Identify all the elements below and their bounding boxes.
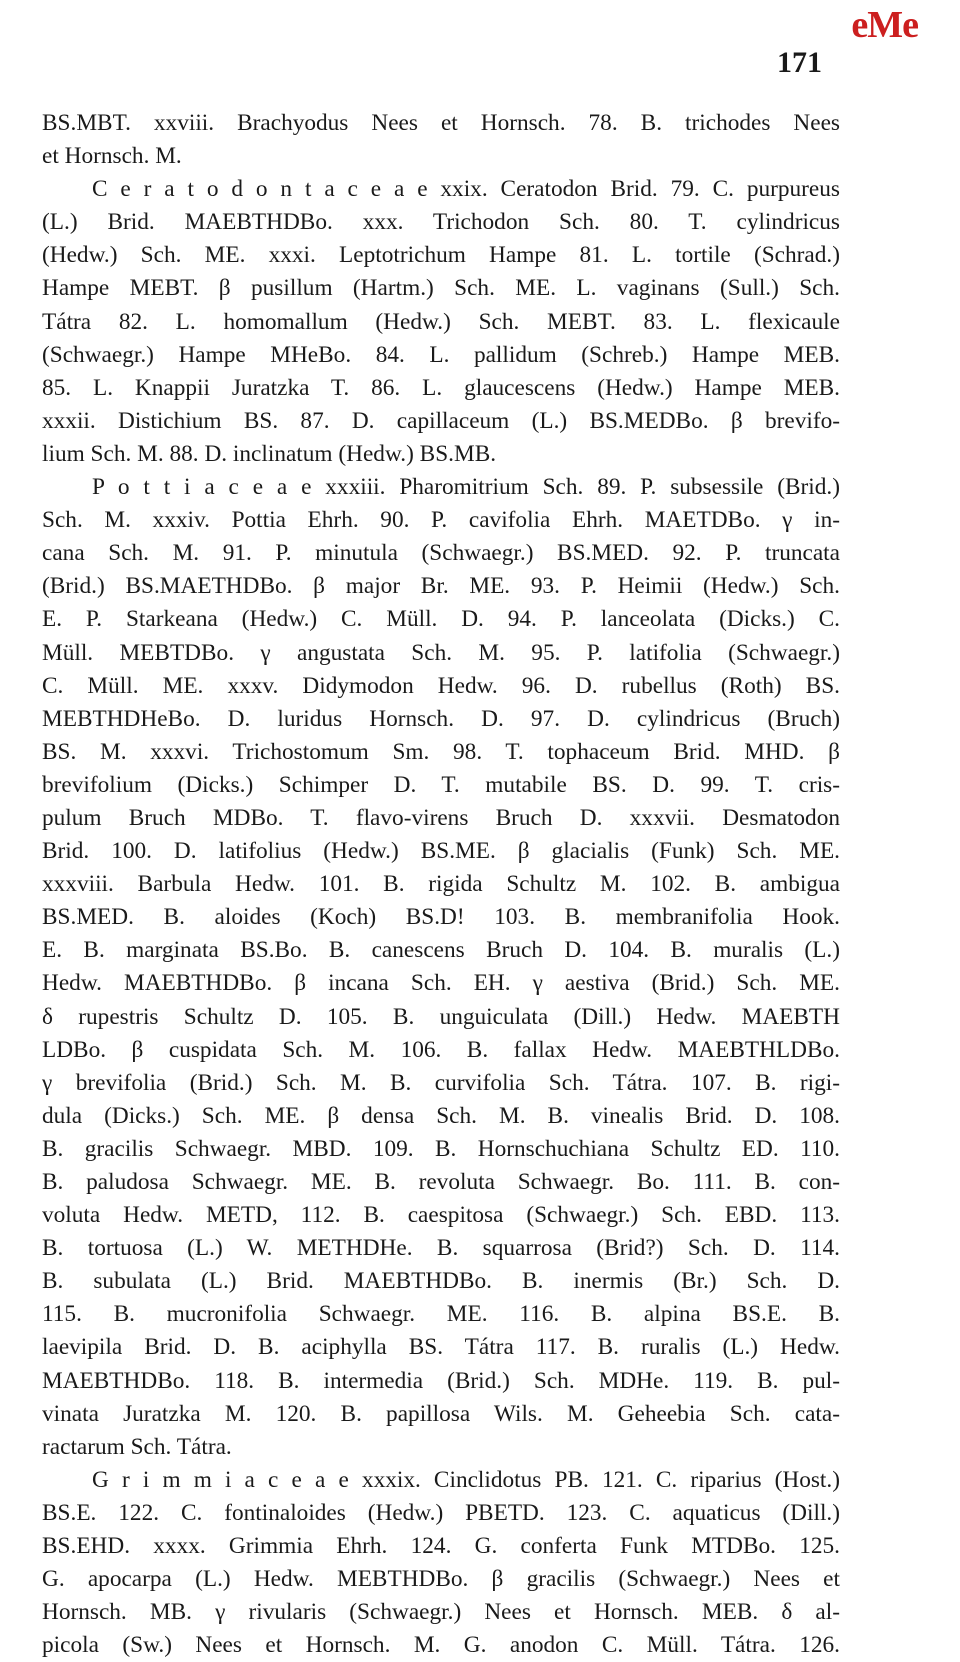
text-line: vinata Juratzka M. 120. B. papillosa Wils. M. Geheebia Sch. cata- [42, 1400, 840, 1427]
text-line: pulum Bruch MDBo. T. flavo-virens Bruch D. xxxvii. Desmatodon [42, 804, 840, 831]
text-line: γ brevifolia (Brid.) Sch. M. B. curvifolia Sch. Tátra. 107. B. rigi- [42, 1069, 840, 1096]
text-line: B. gracilis Schwaegr. MBD. 109. B. Hornschuchiana Schultz ED. 110. [42, 1135, 840, 1162]
text-line: (Brid.) BS.MAETHDBo. β major Br. ME. 93. P. Heimii (Hedw.) Sch. [42, 573, 840, 600]
text-line: E. P. Starkeana (Hedw.) C. Müll. D. 94. P. lanceolata (Dicks.) C. [42, 606, 840, 633]
text-line: (Schwaegr.) Hampe MHeBo. 84. L. pallidum (Schreb.) Hampe MEB. [42, 341, 840, 368]
text-line: Tátra 82. L. homomallum (Hedw.) Sch. MEBT. 83. L. flexicaule [42, 308, 840, 335]
text-line: picola (Sw.) Nees et Hornsch. M. G. anodon C. Müll. Tátra. 126. [42, 1632, 840, 1659]
text-line: BS.E. 122. C. fontinaloides (Hedw.) PBETD. 123. C. aquaticus (Dill.) [42, 1499, 840, 1526]
text-line: cana Sch. M. 91. P. minutula (Schwaegr.) BS.MED. 92. P. truncata [42, 540, 840, 567]
text-line: LDBo. β cuspidata Sch. M. 106. B. fallax Hedw. MAEBTHLDBo. [42, 1036, 840, 1063]
text-line: xxxii. Distichium BS. 87. D. capillaceum (L.) BS.MEDBo. β brevifo- [42, 407, 840, 434]
text-line: (Hedw.) Sch. ME. xxxi. Leptotrichum Hampe 81. L. tortile (Schrad.) [42, 242, 840, 269]
text-line: BS.MED. B. aloides (Koch) BS.D! 103. B. membranifolia Hook. [42, 904, 840, 931]
text-line: B. paludosa Schwaegr. ME. B. revoluta Schwaegr. Bo. 111. B. con- [42, 1169, 840, 1195]
section-heading-line: P o t t i a c e a e xxxiii. Pharomitrium Sch. 89. P. subsessile (Brid.) [92, 474, 840, 501]
text-line: Hampe MEBT. β pusillum (Hartm.) Sch. ME. L. vaginans (Sull.) Sch. [42, 275, 840, 302]
text-line: brevifolium (Dicks.) Schimper D. T. mutabile BS. D. 99. T. cris- [42, 771, 840, 798]
text-line: dula (Dicks.) Sch. ME. β densa Sch. M. B. vinealis Brid. D. 108. [42, 1102, 840, 1129]
text-line: B. subulata (L.) Brid. MAEBTHDBo. B. inermis (Br.) Sch. D. [42, 1268, 840, 1295]
section-heading-line: C e r a t o d o n t a c e a e xxix. Ceratodon Brid. 79. C. purpureus [92, 176, 840, 203]
text-line: BS.EHD. xxxx. Grimmia Ehrh. 124. G. conferta Funk MTDBo. 125. [42, 1533, 840, 1560]
text-line: G. apocarpa (L.) Hedw. MEBTHDBo. β gracilis (Schwaegr.) Nees et [42, 1566, 840, 1593]
text-line: voluta Hedw. METD, 112. B. caespitosa (Schwaegr.) Sch. EBD. 113. [42, 1202, 840, 1229]
section-heading-line: G r i m m i a c e a e xxxix. Cinclidotus PB. 121. C. riparius (Host.) [92, 1466, 840, 1493]
text-line: E. B. marginata BS.Bo. B. canescens Bruch D. 104. B. muralis (L.) [42, 937, 840, 964]
page-number: 171 [777, 46, 822, 79]
text-line: Sch. M. xxxiv. Pottia Ehrh. 90. P. cavifolia Ehrh. MAETDBo. γ in- [42, 507, 840, 534]
text-line: MAEBTHDBo. 118. B. intermedia (Brid.) Sch. MDHe. 119. B. pul- [42, 1367, 840, 1394]
body-text [42, 107, 840, 1662]
text-line: MEBTHDHeBo. D. luridus Hornsch. D. 97. D. cylindricus (Bruch) [42, 705, 840, 732]
text-line: δ rupestris Schultz D. 105. B. unguiculata (Dill.) Hedw. MAEBTH [42, 1003, 840, 1030]
text-line: C. Müll. ME. xxxv. Didymodon Hedw. 96. D. rubellus (Roth) BS. [42, 672, 840, 699]
text-line: xxxviii. Barbula Hedw. 101. B. rigida Schultz M. 102. B. ambigua [42, 871, 840, 898]
text-line: Brid. 100. D. latifolius (Hedw.) BS.ME. β glacialis (Funk) Sch. ME. [42, 838, 840, 865]
text-line: et Hornsch. M. [42, 143, 182, 170]
text-line: BS. M. xxxvi. Trichostomum Sm. 98. T. tophaceum Brid. MHD. β [42, 738, 840, 765]
text-line: (L.) Brid. MAEBTHDBo. xxx. Trichodon Sch. 80. T. cylindricus [42, 209, 840, 236]
text-line: BS.MBT. xxviii. Brachyodus Nees et Hornsch. 78. B. trichodes Nees [42, 110, 840, 136]
text-line: Hedw. MAEBTHDBo. β incana Sch. EH. γ aestiva (Brid.) Sch. ME. [42, 970, 840, 997]
text-line: 85. L. Knappii Juratzka T. 86. L. glaucescens (Hedw.) Hampe MEB. [42, 374, 840, 401]
text-line: lium Sch. M. 88. D. inclinatum (Hedw.) BS.MB. [42, 440, 497, 467]
text-line: Müll. MEBTDBo. γ angustata Sch. M. 95. P. latifolia (Schwaegr.) [42, 639, 840, 666]
text-line: B. tortuosa (L.) W. METHDHe. B. squarrosa (Brid?) Sch. D. 114. [42, 1235, 840, 1262]
text-line: Hornsch. MB. γ rivularis (Schwaegr.) Nees et Hornsch. MEB. δ al- [42, 1599, 840, 1626]
text-line: laevipila Brid. D. B. aciphylla BS. Tátra 117. B. ruralis (L.) Hedw. [42, 1334, 840, 1361]
text-line: 115. B. mucronifolia Schwaegr. ME. 116. B. alpina BS.E. B. [42, 1301, 840, 1328]
eme-logo: eMe [851, 4, 918, 46]
text-line: ractarum Sch. Tátra. [42, 1433, 232, 1460]
